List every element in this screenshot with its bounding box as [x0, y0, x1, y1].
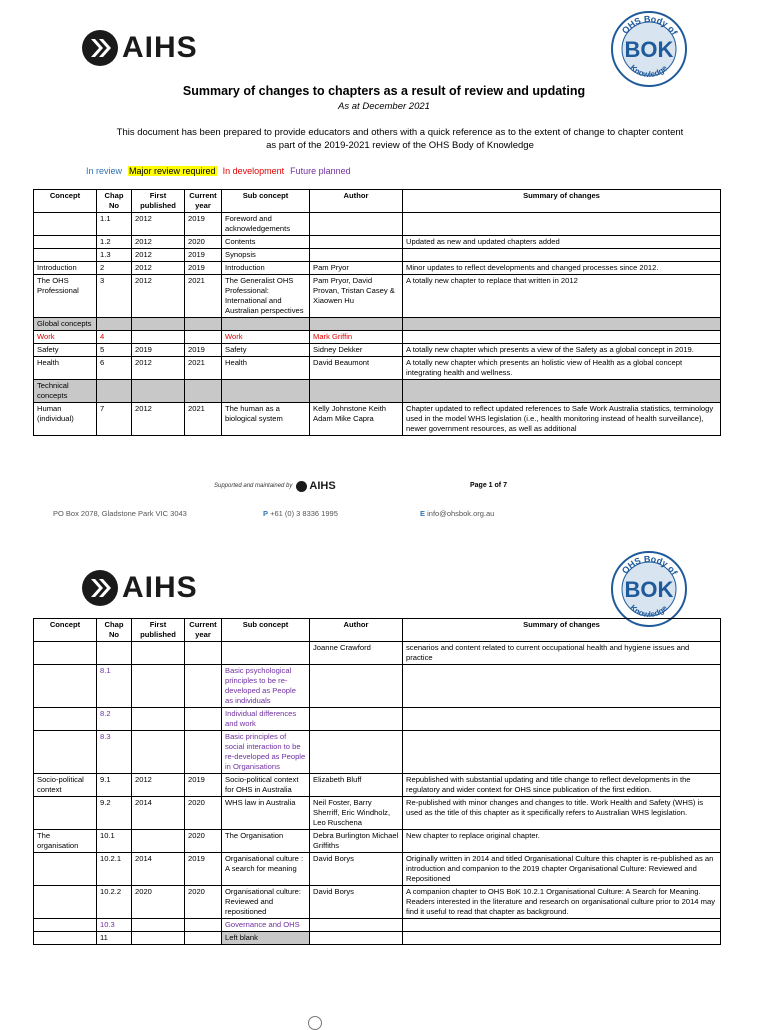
aihs-mini-chevron-icon [296, 481, 307, 492]
cell-chap: 4 [97, 331, 132, 344]
cell-first [132, 919, 185, 932]
cell-concept: The OHS Professional [34, 275, 97, 318]
cell-author [310, 708, 403, 731]
aihs-chevron-icon [82, 30, 118, 66]
table-header-row [34, 619, 721, 642]
bok-logo-main-text: BOK [624, 37, 674, 62]
table-body-page-2 [34, 642, 721, 945]
cell-concept: Safety [34, 344, 97, 357]
cell-first [132, 331, 185, 344]
intro-line-2: as part of the 2019-2021 review of the OHS Body of Knowledge [266, 140, 534, 151]
cell-author: Mark Griffin [310, 331, 403, 344]
footer-email-label: E [420, 509, 426, 518]
aihs-wordmark: AIHS [122, 571, 198, 604]
bok-logo-bottom-text: Knowledge [628, 63, 670, 80]
chapter-table-page-1 [33, 189, 721, 436]
header-sub-concept: Sub concept [222, 190, 310, 213]
cell-first [132, 708, 185, 731]
header-concept: Concept [34, 190, 97, 213]
table-row [34, 275, 721, 318]
aihs-wordmark: AIHS [122, 31, 198, 64]
cell-sub: Governance and OHS [222, 919, 310, 932]
cell-summary [403, 665, 721, 708]
cell-summary [403, 249, 721, 262]
cell-author [310, 731, 403, 774]
cell-concept: Introduction [34, 262, 97, 275]
cell-concept [34, 853, 97, 886]
header-current-year: Current year [185, 190, 222, 213]
cell-concept [34, 708, 97, 731]
cell-sub: Introduction [222, 262, 310, 275]
cell-summary: Chapter updated to reflect updated references to Safe Work Australia statistics, terminology used in the model WHS legislation (i.e., health monitoring instead of health surveillance), newer government resources, as well as additional [403, 403, 721, 436]
cell-concept [34, 236, 97, 249]
header-first-published: First published [132, 190, 185, 213]
table-row [34, 249, 721, 262]
table-row [34, 708, 721, 731]
cell-first [132, 665, 185, 708]
cell-author: David Borys [310, 886, 403, 919]
table-row [34, 642, 721, 665]
aihs-chevron-icon [82, 570, 118, 606]
cell-author: Pam Pryor, David Provan, Tristan Casey & Xiaowen Hu [310, 275, 403, 318]
bok-logo-bottom-text: Knowledge [628, 603, 670, 620]
cell-sub: The Generalist OHS Professional: International and Australian perspectives [222, 275, 310, 318]
cell-summary [403, 318, 721, 331]
cell-first: 2012 [132, 262, 185, 275]
table-row [34, 774, 721, 797]
cell-first: 2012 [132, 249, 185, 262]
document-subtitle: As at December 2021 [338, 101, 430, 112]
table-row [34, 830, 721, 853]
cell-concept [34, 249, 97, 262]
cell-author: Elizabeth Bluff [310, 774, 403, 797]
cell-summary [403, 380, 721, 403]
cell-chap: 6 [97, 357, 132, 380]
header-summary: Summary of changes [403, 190, 721, 213]
cell-sub: Socio-political context for OHS in Australia [222, 774, 310, 797]
cell-summary [403, 213, 721, 236]
cell-current [185, 932, 222, 945]
cell-summary [403, 919, 721, 932]
intro-text [70, 126, 730, 152]
cell-concept: Socio-political context [34, 774, 97, 797]
cell-current [185, 331, 222, 344]
table-row [34, 318, 721, 331]
cell-current: 2019 [185, 774, 222, 797]
cell-summary [403, 708, 721, 731]
cell-current [185, 318, 222, 331]
aihs-mini-logo [296, 480, 335, 492]
bok-logo-top-text: OHS Body of [619, 13, 680, 37]
footer-email [420, 509, 494, 518]
cell-concept [34, 797, 97, 830]
table-row [34, 331, 721, 344]
cell-sub [222, 318, 310, 331]
cell-concept [34, 665, 97, 708]
intro-line-1: This document has been prepared to provide educators and others with a quick reference as to the extent of change to chapter content [116, 127, 684, 138]
cell-chap: 10.1 [97, 830, 132, 853]
cell-summary: scenarios and content related to current occupational health and hygiene issues and practice [403, 642, 721, 665]
cell-summary [403, 331, 721, 344]
cell-sub: Individual differences and work [222, 708, 310, 731]
table-row [34, 357, 721, 380]
cell-summary [403, 932, 721, 945]
cell-summary: A totally new chapter to replace that written in 2012 [403, 275, 721, 318]
cell-first: 2012 [132, 357, 185, 380]
cell-first [132, 642, 185, 665]
page-edge-circle-icon [308, 1016, 322, 1030]
header-concept: Concept [34, 619, 97, 642]
cell-chap: 8.1 [97, 665, 132, 708]
cell-current: 2020 [185, 797, 222, 830]
cell-summary [403, 731, 721, 774]
cell-concept: Global concepts [34, 318, 97, 331]
bok-logo [610, 10, 688, 88]
cell-chap: 8.3 [97, 731, 132, 774]
cell-concept [34, 932, 97, 945]
cell-current: 2019 [185, 249, 222, 262]
cell-first: 2014 [132, 853, 185, 886]
cell-current [185, 731, 222, 774]
supported-by [214, 480, 336, 492]
bok-logo-top-text: OHS Body of [619, 553, 680, 577]
table-header-row [34, 190, 721, 213]
aihs-logo [82, 30, 198, 66]
header-chap-no: Chap No [97, 190, 132, 213]
header-author: Author [310, 619, 403, 642]
cell-current: 2019 [185, 344, 222, 357]
cell-author [310, 919, 403, 932]
cell-summary: Originally written in 2014 and titled Organisational Culture this chapter is re-published as an introduction and companion to the 2019 chapter Organisational Culture: Reviewed and Repositioned [403, 853, 721, 886]
cell-chap: 9.1 [97, 774, 132, 797]
cell-chap: 10.2.1 [97, 853, 132, 886]
cell-first [132, 731, 185, 774]
cell-current: 2020 [185, 830, 222, 853]
cell-author: Neil Foster, Barry Sherriff, Eric Windholz, Leo Ruschena [310, 797, 403, 830]
cell-current [185, 665, 222, 708]
bok-logo-page-2 [610, 550, 688, 628]
cell-first: 2012 [132, 774, 185, 797]
cell-sub: The human as a biological system [222, 403, 310, 436]
cell-current [185, 919, 222, 932]
cell-sub: Synopsis [222, 249, 310, 262]
cell-author: Pam Pryor [310, 262, 403, 275]
cell-concept: Technical concepts [34, 380, 97, 403]
table-row [34, 853, 721, 886]
cell-chap [97, 318, 132, 331]
cell-concept: The organisation [34, 830, 97, 853]
cell-sub: WHS law in Australia [222, 797, 310, 830]
cell-sub: Foreword and acknowledgements [222, 213, 310, 236]
status-legend [86, 166, 351, 176]
cell-concept: Health [34, 357, 97, 380]
cell-author: David Beaumont [310, 357, 403, 380]
table-row [34, 665, 721, 708]
cell-concept [34, 731, 97, 774]
cell-author [310, 213, 403, 236]
cell-author: Kelly Johnstone Keith Adam Mike Capra [310, 403, 403, 436]
cell-first [132, 830, 185, 853]
cell-concept: Human (individual) [34, 403, 97, 436]
header-author: Author [310, 190, 403, 213]
cell-current [185, 642, 222, 665]
cell-summary: Updated as new and updated chapters added [403, 236, 721, 249]
cell-sub: Work [222, 331, 310, 344]
cell-author: Sidney Dekker [310, 344, 403, 357]
table-row [34, 932, 721, 945]
cell-sub: Health [222, 357, 310, 380]
cell-sub [222, 642, 310, 665]
footer-email-address[interactable]: info@ohsbok.org.au [427, 509, 495, 518]
document-title: Summary of changes to chapters as a result of review and updating [182, 84, 586, 98]
cell-sub: Organisational culture: Reviewed and repositioned [222, 886, 310, 919]
table-row [34, 236, 721, 249]
cell-chap: 1.1 [97, 213, 132, 236]
aihs-mini-wordmark: AIHS [309, 480, 336, 492]
cell-current: 2019 [185, 853, 222, 886]
cell-concept [34, 919, 97, 932]
cell-author [310, 236, 403, 249]
cell-sub: The Organisation [222, 830, 310, 853]
table-row [34, 919, 721, 932]
cell-first [132, 318, 185, 331]
table-row [34, 344, 721, 357]
cell-author: Joanne Crawford [310, 642, 403, 665]
cell-sub: Basic principles of social interaction to be re-developed as People in Organisations [222, 731, 310, 774]
cell-summary: Republished with substantial updating and title change to reflect developments in the regulatory and wider context for OHS since publication of the first edition. [403, 774, 721, 797]
legend-in-development: In development [222, 166, 285, 176]
header-first-published: First published [132, 619, 185, 642]
cell-chap: 9.2 [97, 797, 132, 830]
table-row [34, 886, 721, 919]
cell-chap: 7 [97, 403, 132, 436]
cell-chap: 10.3 [97, 919, 132, 932]
cell-chap: 5 [97, 344, 132, 357]
cell-current: 2019 [185, 213, 222, 236]
cell-author: David Borys [310, 853, 403, 886]
header-summary: Summary of changes [403, 619, 721, 642]
header-current-year: Current year [185, 619, 222, 642]
footer-phone-label: P [263, 509, 269, 518]
cell-sub: Organisational culture : A search for meaning [222, 853, 310, 886]
supported-by-text: Supported and maintained by [214, 483, 293, 489]
cell-current: 2021 [185, 275, 222, 318]
cell-concept [34, 642, 97, 665]
table-row [34, 262, 721, 275]
chapter-table-page-2 [33, 618, 721, 945]
cell-chap: 1.2 [97, 236, 132, 249]
cell-author [310, 249, 403, 262]
table-row [34, 380, 721, 403]
header-chap-no: Chap No [97, 619, 132, 642]
footer-phone-number: +61 (0) 3 8336 1995 [270, 509, 338, 518]
cell-current [185, 708, 222, 731]
cell-chap: 2 [97, 262, 132, 275]
cell-current: 2021 [185, 403, 222, 436]
page-number: Page 1 of 7 [470, 482, 507, 489]
bok-logo-main-text: BOK [624, 577, 674, 602]
cell-first [132, 932, 185, 945]
cell-first: 2012 [132, 403, 185, 436]
cell-sub: Contents [222, 236, 310, 249]
cell-chap [97, 380, 132, 403]
table-row [34, 403, 721, 436]
cell-chap: 8.2 [97, 708, 132, 731]
cell-first: 2014 [132, 797, 185, 830]
cell-first: 2012 [132, 236, 185, 249]
cell-sub: Safety [222, 344, 310, 357]
cell-chap: 10.2.2 [97, 886, 132, 919]
cell-summary: Minor updates to reflect developments and changed processes since 2012. [403, 262, 721, 275]
page-2 [0, 548, 768, 1024]
cell-sub: Left blank [222, 932, 310, 945]
cell-chap: 11 [97, 932, 132, 945]
footer-address: PO Box 2078, Gladstone Park VIC 3043 [53, 509, 187, 518]
legend-future-planned: Future planned [290, 166, 351, 176]
cell-chap: 3 [97, 275, 132, 318]
header-sub-concept: Sub concept [222, 619, 310, 642]
legend-in-review: In review [86, 166, 123, 176]
table-body-page-1 [34, 213, 721, 436]
cell-summary: Re-published with minor changes and changes to title. Work Health and Safety (WHS) is used as the title of this chapter as it specifically refers to Australian WHS legislation. [403, 797, 721, 830]
cell-concept: Work [34, 331, 97, 344]
cell-first [132, 380, 185, 403]
cell-author: Debra Burlington Michael Griffiths [310, 830, 403, 853]
cell-chap [97, 642, 132, 665]
cell-concept [34, 213, 97, 236]
table-row [34, 797, 721, 830]
cell-author [310, 380, 403, 403]
cell-summary: A totally new chapter which presents a view of the Safety as a global concept in 2019. [403, 344, 721, 357]
cell-first: 2012 [132, 213, 185, 236]
legend-major-review: Major review required [129, 166, 216, 176]
cell-author [310, 932, 403, 945]
table-row [34, 731, 721, 774]
cell-sub: Basic psychological principles to be re-developed as People as individuals [222, 665, 310, 708]
cell-first: 2020 [132, 886, 185, 919]
cell-current [185, 380, 222, 403]
cell-summary: A totally new chapter which presents an holistic view of Health as a global concept integrating health and wellness. [403, 357, 721, 380]
cell-first: 2012 [132, 275, 185, 318]
cell-author [310, 318, 403, 331]
cell-summary: A companion chapter to OHS BoK 10.2.1 Organisational Culture: A Search for Meaning. Readers interested in the literature and research on organisational culture prior to 2014 may find it useful to read that chapter as background. [403, 886, 721, 919]
cell-current: 2020 [185, 236, 222, 249]
cell-sub [222, 380, 310, 403]
cell-current: 2020 [185, 886, 222, 919]
aihs-logo-page-2 [82, 570, 198, 606]
cell-author [310, 665, 403, 708]
cell-current: 2019 [185, 262, 222, 275]
cell-concept [34, 886, 97, 919]
cell-first: 2019 [132, 344, 185, 357]
cell-current: 2021 [185, 357, 222, 380]
cell-summary: New chapter to replace original chapter. [403, 830, 721, 853]
table-row [34, 213, 721, 236]
cell-chap: 1.3 [97, 249, 132, 262]
footer-phone [263, 509, 338, 518]
